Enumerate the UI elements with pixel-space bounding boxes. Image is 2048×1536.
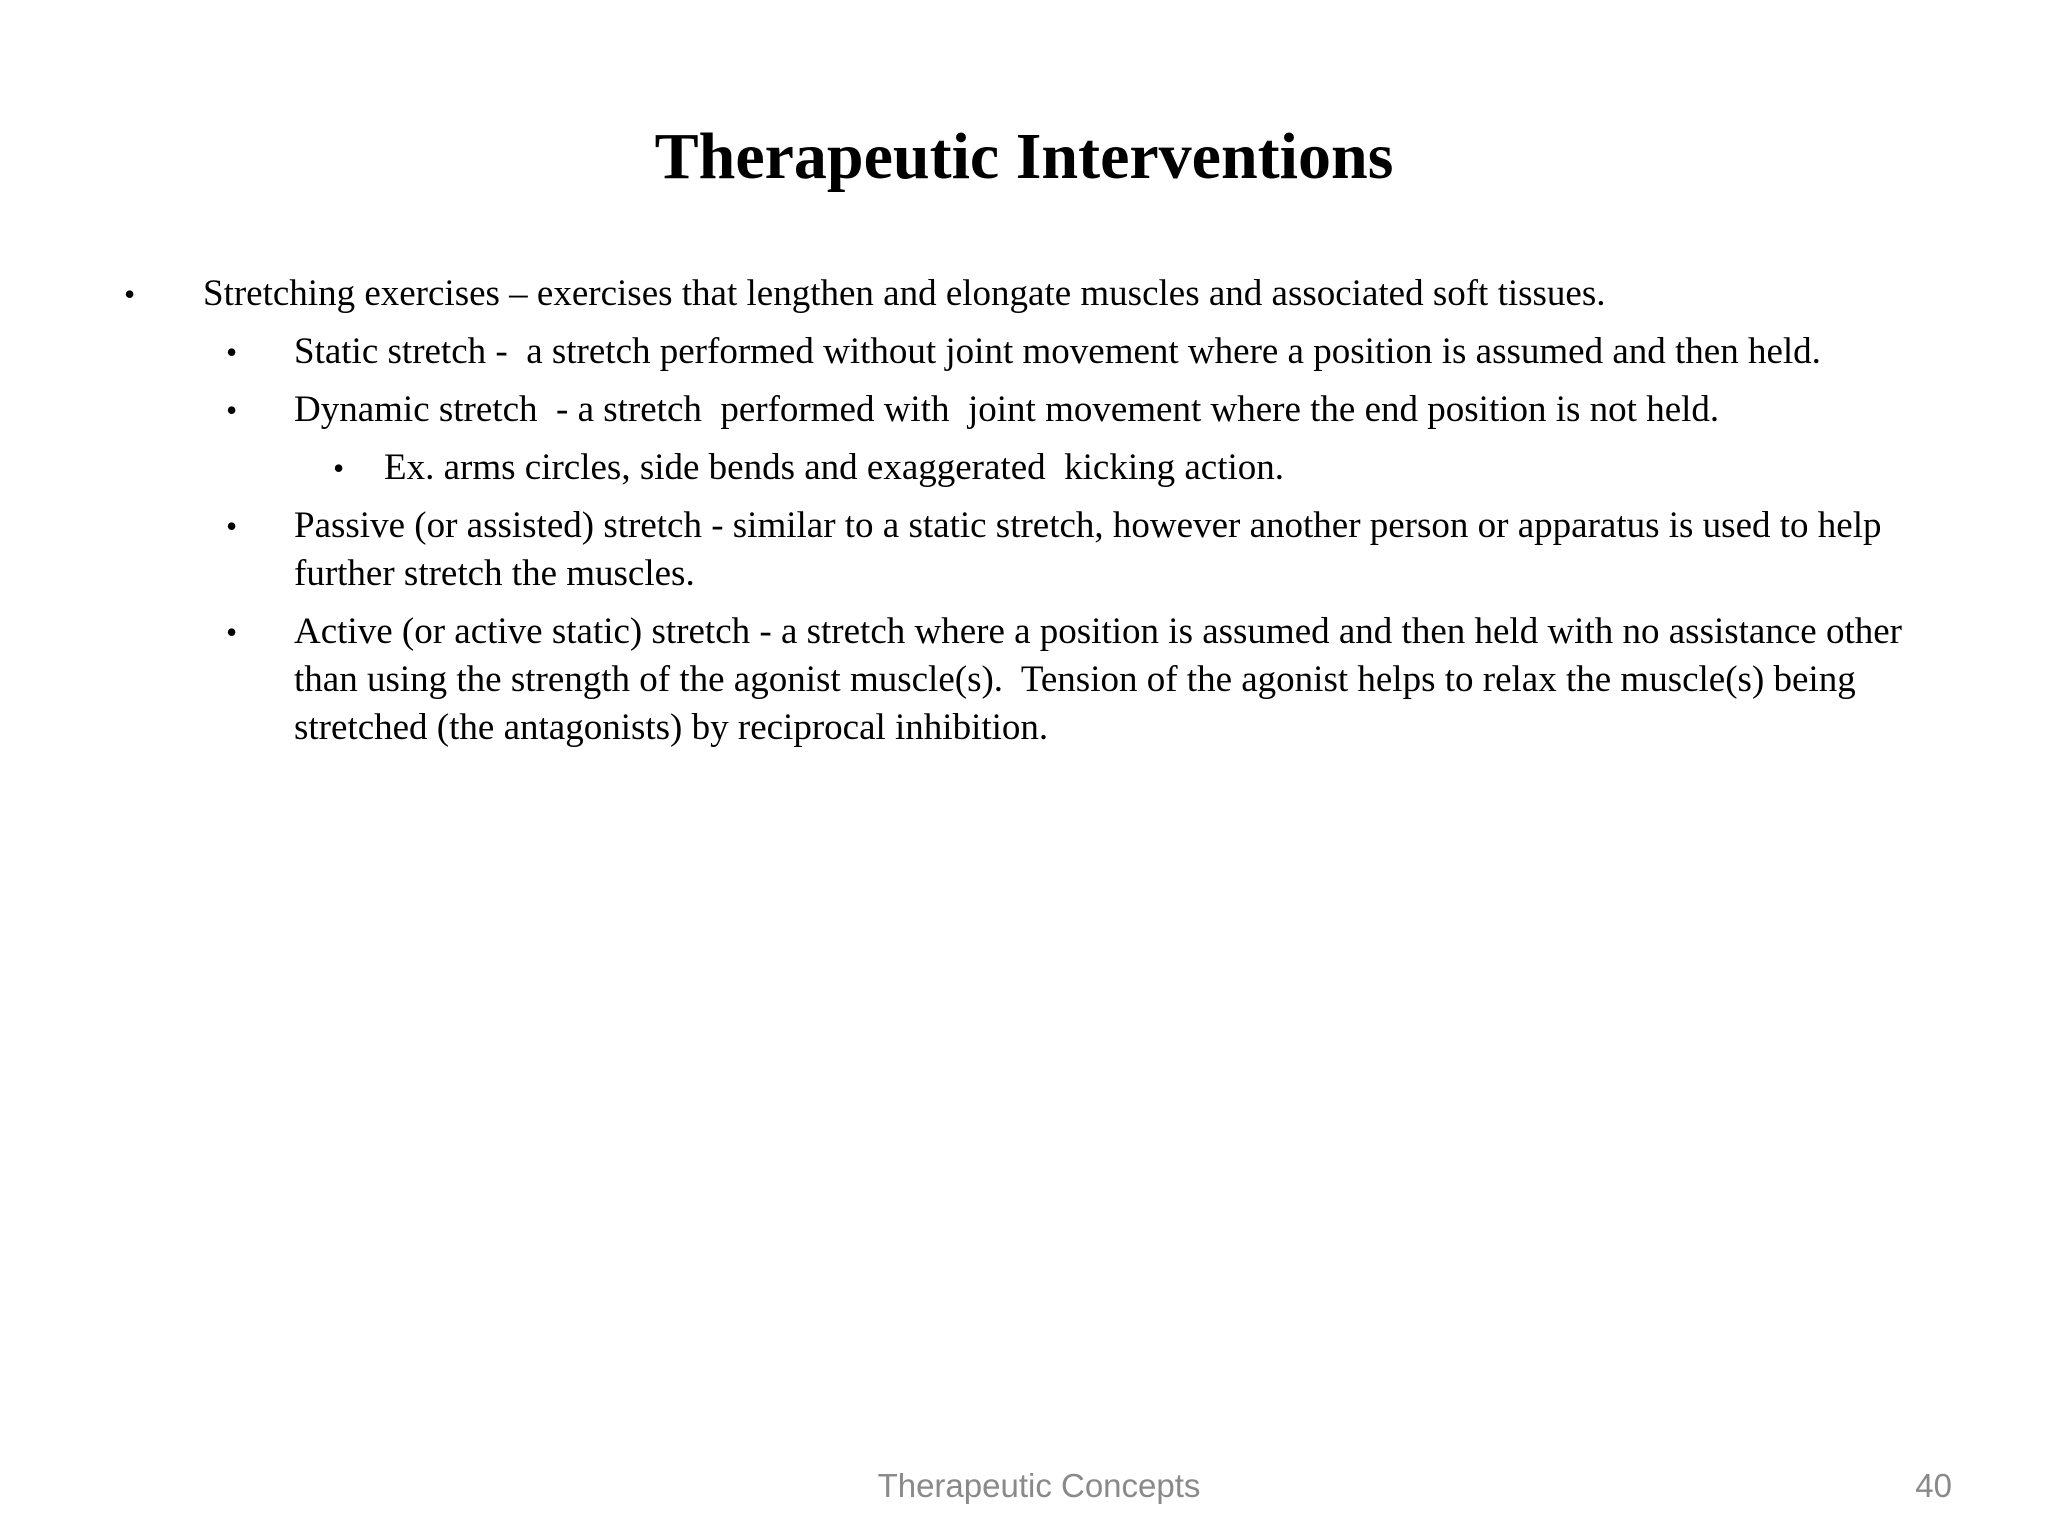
bullet-icon: •	[333, 450, 345, 486]
list-item-text: Ex. arms circles, side bends and exaggerated kicking action.	[384, 447, 1285, 488]
list-item	[0, 608, 1970, 752]
list-item	[0, 386, 1970, 434]
bullet-icon: •	[226, 392, 238, 428]
bullet-icon: •	[226, 334, 238, 370]
bullet-icon: •	[226, 508, 238, 544]
page-number: 40	[1915, 1467, 1952, 1504]
bullet-icon: •	[226, 614, 238, 650]
list-item-text: Stretching exercises – exercises that lengthen and elongate muscles and associated soft tissues.	[203, 273, 1606, 314]
list-item-text: Static stretch - a stretch performed without joint movement where a position is assumed and then held.	[294, 331, 1821, 372]
slide-title: Therapeutic Interventions	[654, 120, 1394, 193]
list-item	[0, 444, 1970, 492]
list-item	[0, 270, 1963, 318]
footer-title: Therapeutic Concepts	[877, 1467, 1201, 1504]
bullet-icon: •	[124, 276, 136, 312]
list-item-text: Passive (or assisted) stretch - similar to a static stretch, however another person or apparatus is used to help further stretch the muscles.	[294, 505, 1891, 594]
list-item-text: Dynamic stretch - a stretch performed with joint movement where the end position is not held.	[294, 389, 1720, 430]
list-item	[0, 502, 1970, 598]
bullet-list	[0, 270, 2048, 762]
list-item	[0, 328, 1970, 376]
list-item-text: Active (or active static) stretch - a stretch where a position is assumed and then held with no assistance other than using the strength of the agonist muscle(s). Tension of the agonist helps to relax the muscle(s) being stretched (the antagonists) by reciprocal inhibition.	[294, 611, 1912, 748]
